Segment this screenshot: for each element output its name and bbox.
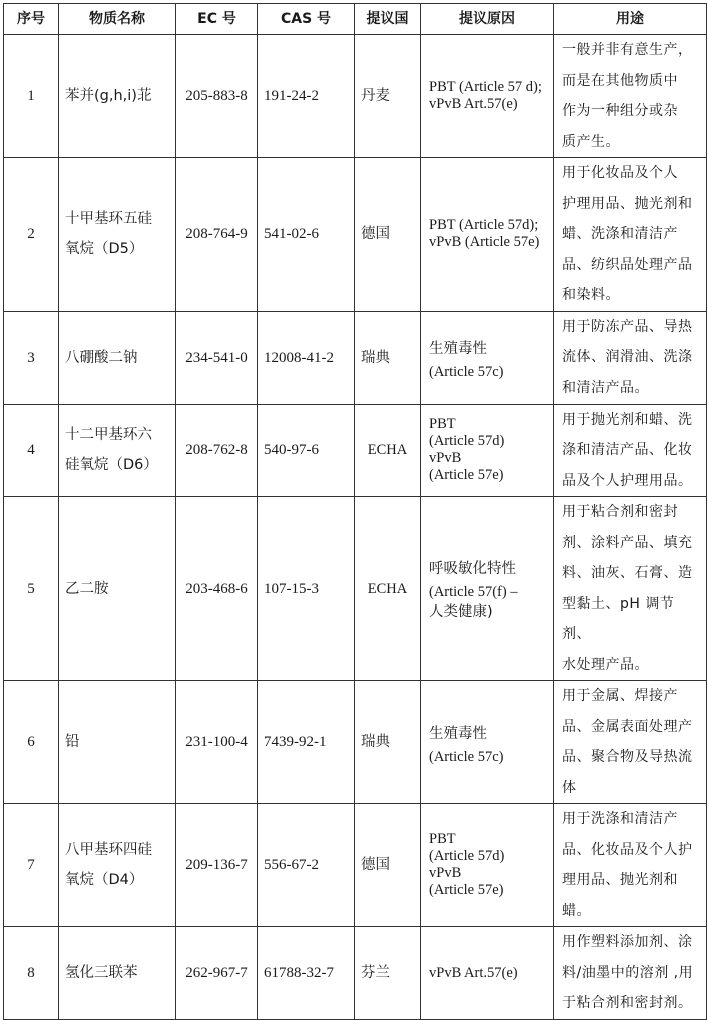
ec-number: 208-762-8 xyxy=(176,404,258,497)
row-number: 8 xyxy=(4,927,59,1020)
proposing-country: 瑞典 xyxy=(355,681,421,804)
ec-number: 234-541-0 xyxy=(176,311,258,404)
ec-number: 209-136-7 xyxy=(176,804,258,927)
table-row xyxy=(4,404,707,497)
row-number: 6 xyxy=(4,681,59,804)
proposing-country: ECHA xyxy=(355,404,421,497)
substance-name: 氢化三联苯 xyxy=(59,927,176,1020)
header-row xyxy=(4,4,707,35)
header-country: 提议国 xyxy=(355,4,421,35)
proposal-reason: PBT (Article 57d) vPvB (Article 57e) xyxy=(421,404,554,497)
proposal-reason: vPvB Art.57(e) xyxy=(421,927,554,1020)
substance-name: 铅 xyxy=(59,681,176,804)
table-row xyxy=(4,158,707,312)
header-no: 序号 xyxy=(4,4,59,35)
proposal-reason: PBT (Article 57d) vPvB (Article 57e) xyxy=(421,804,554,927)
usage: 用于抛光剂和蜡、洗 涤和清洁产品、化妆 品及个人护理用品。 xyxy=(554,404,707,497)
table-row xyxy=(4,804,707,927)
table-row xyxy=(4,311,707,404)
proposing-country: 德国 xyxy=(355,158,421,312)
row-number: 7 xyxy=(4,804,59,927)
header-reason: 提议原因 xyxy=(421,4,554,35)
substance-name: 八甲基环四硅 氧烷（D4） xyxy=(59,804,176,927)
proposal-reason: 生殖毒性 (Article 57c) xyxy=(421,311,554,404)
substance-name: 十二甲基环六 硅氧烷（D6） xyxy=(59,404,176,497)
cas-number: 540-97-6 xyxy=(258,404,355,497)
usage: 用于洗涤和清洁产 品、化妆品及个人护 理用品、抛光剂和 蜡。 xyxy=(554,804,707,927)
usage: 用于化妆品及个人 护理用品、抛光剂和 蜡、洗涤和清洁产 品、纺织品处理产品 和染料。 xyxy=(554,158,707,312)
proposal-reason: PBT (Article 57d); vPvB (Article 57e) xyxy=(421,158,554,312)
table-row xyxy=(4,927,707,1020)
proposing-country: 芬兰 xyxy=(355,927,421,1020)
proposal-reason: 呼吸敏化特性 (Article 57(f) – 人类健康) xyxy=(421,497,554,681)
usage: 用于粘合剂和密封 剂、涂料产品、填充 料、油灰、石膏、造 型黏土、pH 调节剂、 水处理产品。 xyxy=(554,497,707,681)
ec-number: 205-883-8 xyxy=(176,35,258,158)
cas-number: 107-15-3 xyxy=(258,497,355,681)
row-number: 2 xyxy=(4,158,59,312)
proposal-reason: 生殖毒性 (Article 57c) xyxy=(421,681,554,804)
cas-number: 61788-32-7 xyxy=(258,927,355,1020)
cas-number: 12008-41-2 xyxy=(258,311,355,404)
proposing-country: 丹麦 xyxy=(355,35,421,158)
row-number: 3 xyxy=(4,311,59,404)
proposing-country: 瑞典 xyxy=(355,311,421,404)
usage: 一般并非有意生产， 而是在其他物质中 作为一种组分或杂 质产生。 xyxy=(554,35,707,158)
usage: 用于防冻产品、导热 流体、润滑油、洗涤 和清洁产品。 xyxy=(554,311,707,404)
ec-number: 208-764-9 xyxy=(176,158,258,312)
table-row xyxy=(4,681,707,804)
header-ec: EC 号 xyxy=(176,4,258,35)
usage: 用作塑料添加剂、涂 料/油墨中的溶剂 ,用 于粘合剂和密封剂。 xyxy=(554,927,707,1020)
row-number: 1 xyxy=(4,35,59,158)
substance-name: 八硼酸二钠 xyxy=(59,311,176,404)
header-use: 用途 xyxy=(554,4,707,35)
header-name: 物质名称 xyxy=(59,4,176,35)
proposing-country: 德国 xyxy=(355,804,421,927)
header-cas: CAS 号 xyxy=(258,4,355,35)
substance-name: 乙二胺 xyxy=(59,497,176,681)
cas-number: 556-67-2 xyxy=(258,804,355,927)
cas-number: 541-02-6 xyxy=(258,158,355,312)
ec-number: 203-468-6 xyxy=(176,497,258,681)
table-body xyxy=(4,35,707,1020)
ec-number: 231-100-4 xyxy=(176,681,258,804)
row-number: 5 xyxy=(4,497,59,681)
substance-name: 十甲基环五硅 氧烷（D5） xyxy=(59,158,176,312)
usage: 用于金属、焊接产 品、金属表面处理产 品、聚合物及导热流 体 xyxy=(554,681,707,804)
table-row xyxy=(4,35,707,158)
proposal-reason: PBT (Article 57 d); vPvB Art.57(e) xyxy=(421,35,554,158)
proposing-country: ECHA xyxy=(355,497,421,681)
cas-number: 7439-92-1 xyxy=(258,681,355,804)
row-number: 4 xyxy=(4,404,59,497)
substance-name: 苯并(g,h,i)苝 xyxy=(59,35,176,158)
ec-number: 262-967-7 xyxy=(176,927,258,1020)
table-row xyxy=(4,497,707,681)
substance-table xyxy=(3,3,707,1020)
cas-number: 191-24-2 xyxy=(258,35,355,158)
